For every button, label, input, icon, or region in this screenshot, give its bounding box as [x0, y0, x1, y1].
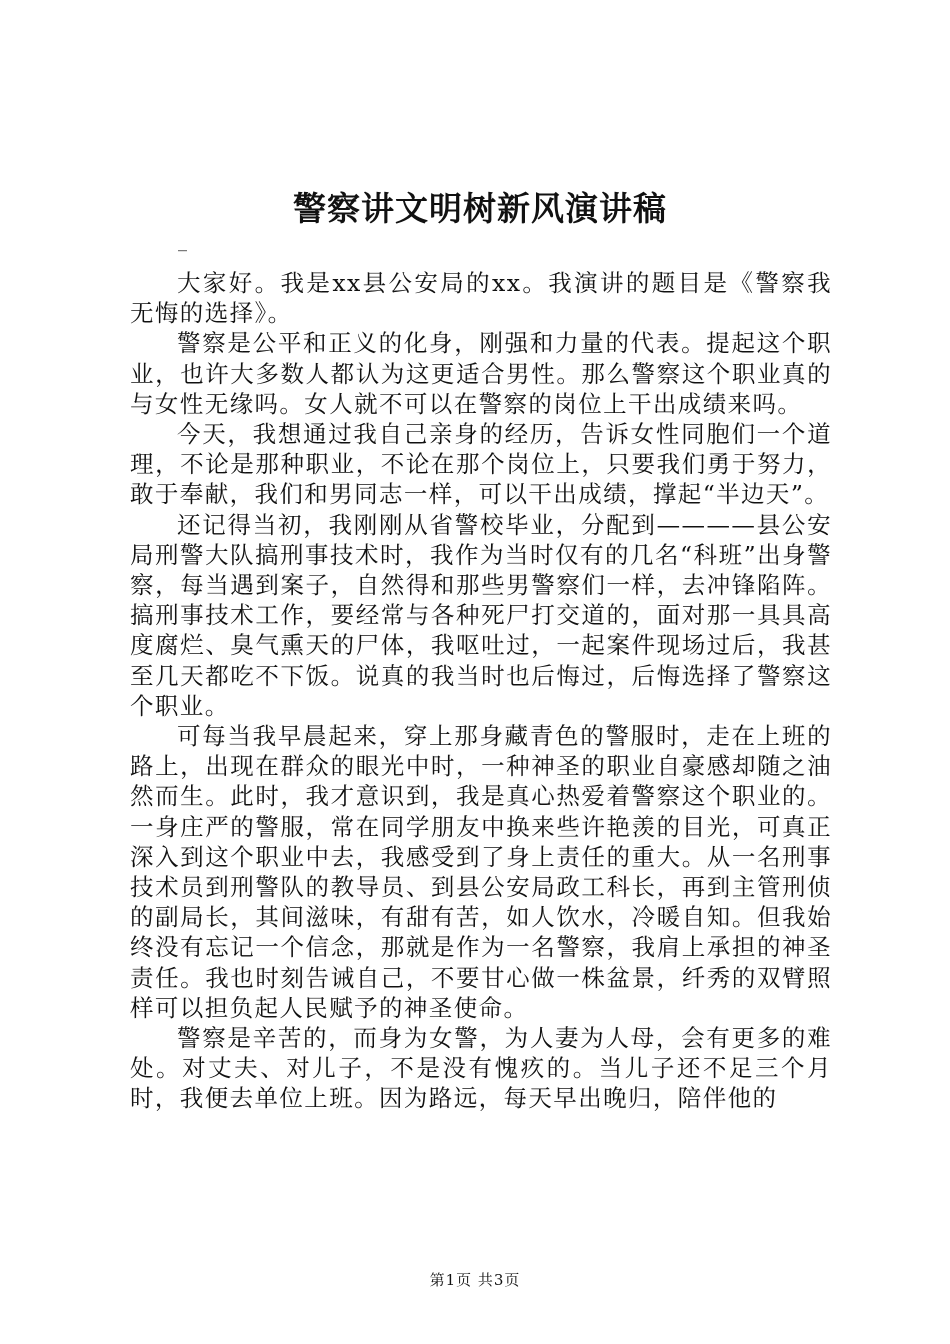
- document-body: [130, 268, 832, 1114]
- paragraph-female-officer: 警察是辛苦的，而身为女警，为人妻为人母，会有更多的难处。对丈夫、对儿子，不是没有愧疚的。当儿子还不足三个月时，我便去单位上班。因为路远，每天早出晚归，陪伴他的: [130, 1024, 832, 1113]
- document-title: 警察讲文明树新风演讲稿: [293, 189, 667, 228]
- paragraph-uniform-pride: 可每当我早晨起来，穿上那身藏青色的警服时，走在上班的路上，出现在群众的眼光中时，一种神圣的职业自豪感却随之油然而生。此时，我才意识到，我是真心热爱着警察这个职业的。一身庄严的警服，常在同学朋友中换来些许艳羡的目光，可真正深入到这个职业中去，我感受到了身上责任的重大。从一名刑事技术员到刑警队的教导员、到县公安局政工科长，再到主管刑侦的副局长，其间滋味，有甜有苦，如人饮水，冷暖自知。但我始终没有忘记一个信念，那就是作为一名警察，我肩上承担的神圣责任。我也时刻告诫自己，不要甘心做一株盆景，纤秀的双臂照样可以担负起人民赋予的神圣使命。: [130, 722, 832, 1022]
- paragraph-personal-experience: 今天，我想通过我自己亲身的经历，告诉女性同胞们一个道理，不论是那种职业，不论在那个岗位上，只要我们勇于努力，敢于奉献，我们和男同志一样，可以干出成绩，撑起“半边天”。: [130, 420, 832, 509]
- page-number-footer: 第1页 共3页: [429, 1271, 521, 1289]
- paragraph-early-career: 还记得当初，我刚刚从省警校毕业，分配到————县公安局刑警大队搞刑事技术时，我作为当时仅有的几名“科班”出身警察，每当遇到案子，自然得和那些男警察们一样，去冲锋陷阵。搞刑事技术工作，要经常与各种死尸打交道的，面对那一具具高度腐烂、臭气熏天的尸体，我呕吐过，一起案件现场过后，我甚至几天都吃不下饭。说真的我当时也后悔过，后悔选择了警察这个职业。: [130, 510, 832, 720]
- paragraph-police-justice: 警察是公平和正义的化身，刚强和力量的代表。提起这个职业，也许大多数人都认为这更适合男性。那么警察这个职业真的与女性无缘吗。女人就不可以在警察的岗位上干出成绩来吗。: [130, 329, 832, 418]
- paragraph-greeting: 大家好。我是xx县公安局的xx。我演讲的题目是《警察我无悔的选择》。: [130, 269, 832, 328]
- title-underscore-mark: _: [178, 231, 187, 252]
